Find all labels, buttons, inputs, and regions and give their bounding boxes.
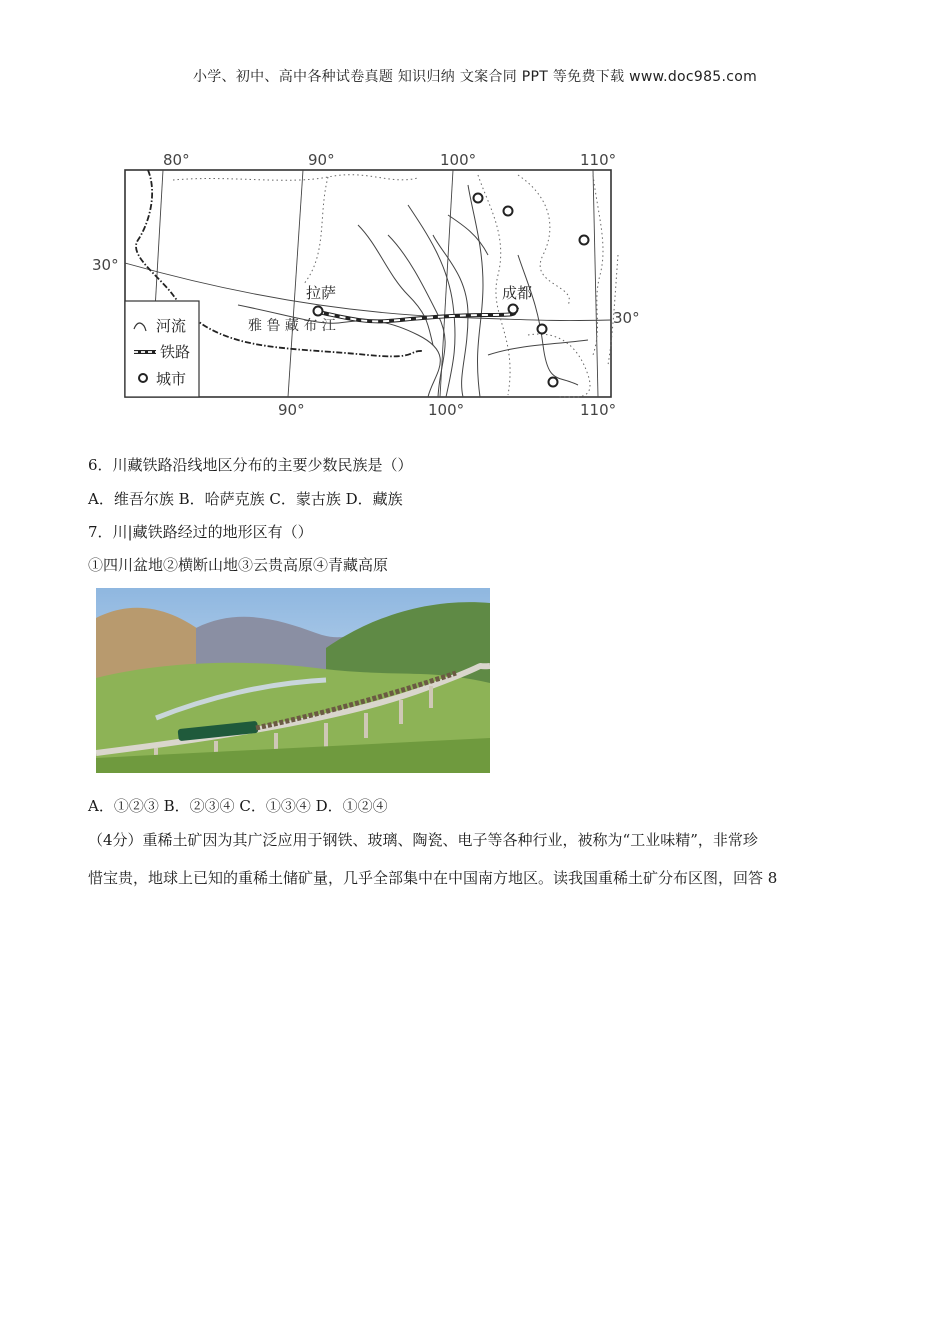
lon-label-110: 110°: [580, 151, 617, 169]
city-marker: [474, 194, 483, 203]
city-marker: [504, 207, 513, 216]
lon-label-90-bottom: 90°: [278, 401, 305, 419]
lon-label-80: 80°: [163, 151, 190, 169]
city-label-lhasa: 拉萨: [306, 284, 337, 302]
question-6-stem: 6．川藏铁路沿线地区分布的主要少数民族是（）: [88, 456, 413, 474]
legend-railway-label: 铁路: [160, 343, 191, 361]
passage-line-1: （4分）重稀土矿因为其广泛应用于钢铁、玻璃、陶瓷、电子等各种行业，被称为“工业味精”，非常珍: [88, 831, 758, 849]
lon-label-100-bottom: 100°: [428, 401, 465, 419]
lat-label-left: 30°: [92, 256, 119, 274]
legend-city-icon: [139, 374, 147, 382]
lon-label-110-bottom: 110°: [580, 401, 617, 419]
city-marker: [580, 236, 589, 245]
city-marker: [538, 325, 547, 334]
city-label-chengdu: 成都: [502, 284, 533, 302]
lon-label-90: 90°: [308, 151, 335, 169]
railway-photo: [96, 588, 490, 773]
question-7-stem: 7．川|藏铁路经过的地形区有（）: [88, 523, 313, 541]
city-marker: [549, 378, 558, 387]
railway-map: [88, 145, 648, 420]
page-header: 小学、初中、高中各种试卷真题 知识归纳 文案合同 PPT 等免费下载 www.doc985.com: [192, 69, 758, 85]
question-7-items: ①四川盆地②横断山地③云贵高原④青藏高原: [88, 556, 389, 574]
river-label-yarlung: 雅 鲁 藏 布 江: [248, 318, 336, 334]
legend-city-label: 城市: [156, 370, 187, 388]
lon-label-100: 100°: [440, 151, 477, 169]
legend-river-label: 河流: [156, 317, 187, 335]
lat-label-right: 30°: [613, 309, 640, 327]
passage-line-2: 惜宝贵，地球上已知的重稀土储矿量，几乎全部集中在中国南方地区。读我国重稀土矿分布区图，回答 8: [88, 869, 778, 887]
question-7-options: A．①②③ B．②③④ C．①③④ D．①②④: [88, 797, 388, 815]
city-lhasa-marker: [314, 307, 323, 316]
question-6-options: A．维吾尔族 B．哈萨克族 C．蒙古族 D．藏族: [88, 490, 403, 508]
city-chengdu-marker: [509, 305, 518, 314]
